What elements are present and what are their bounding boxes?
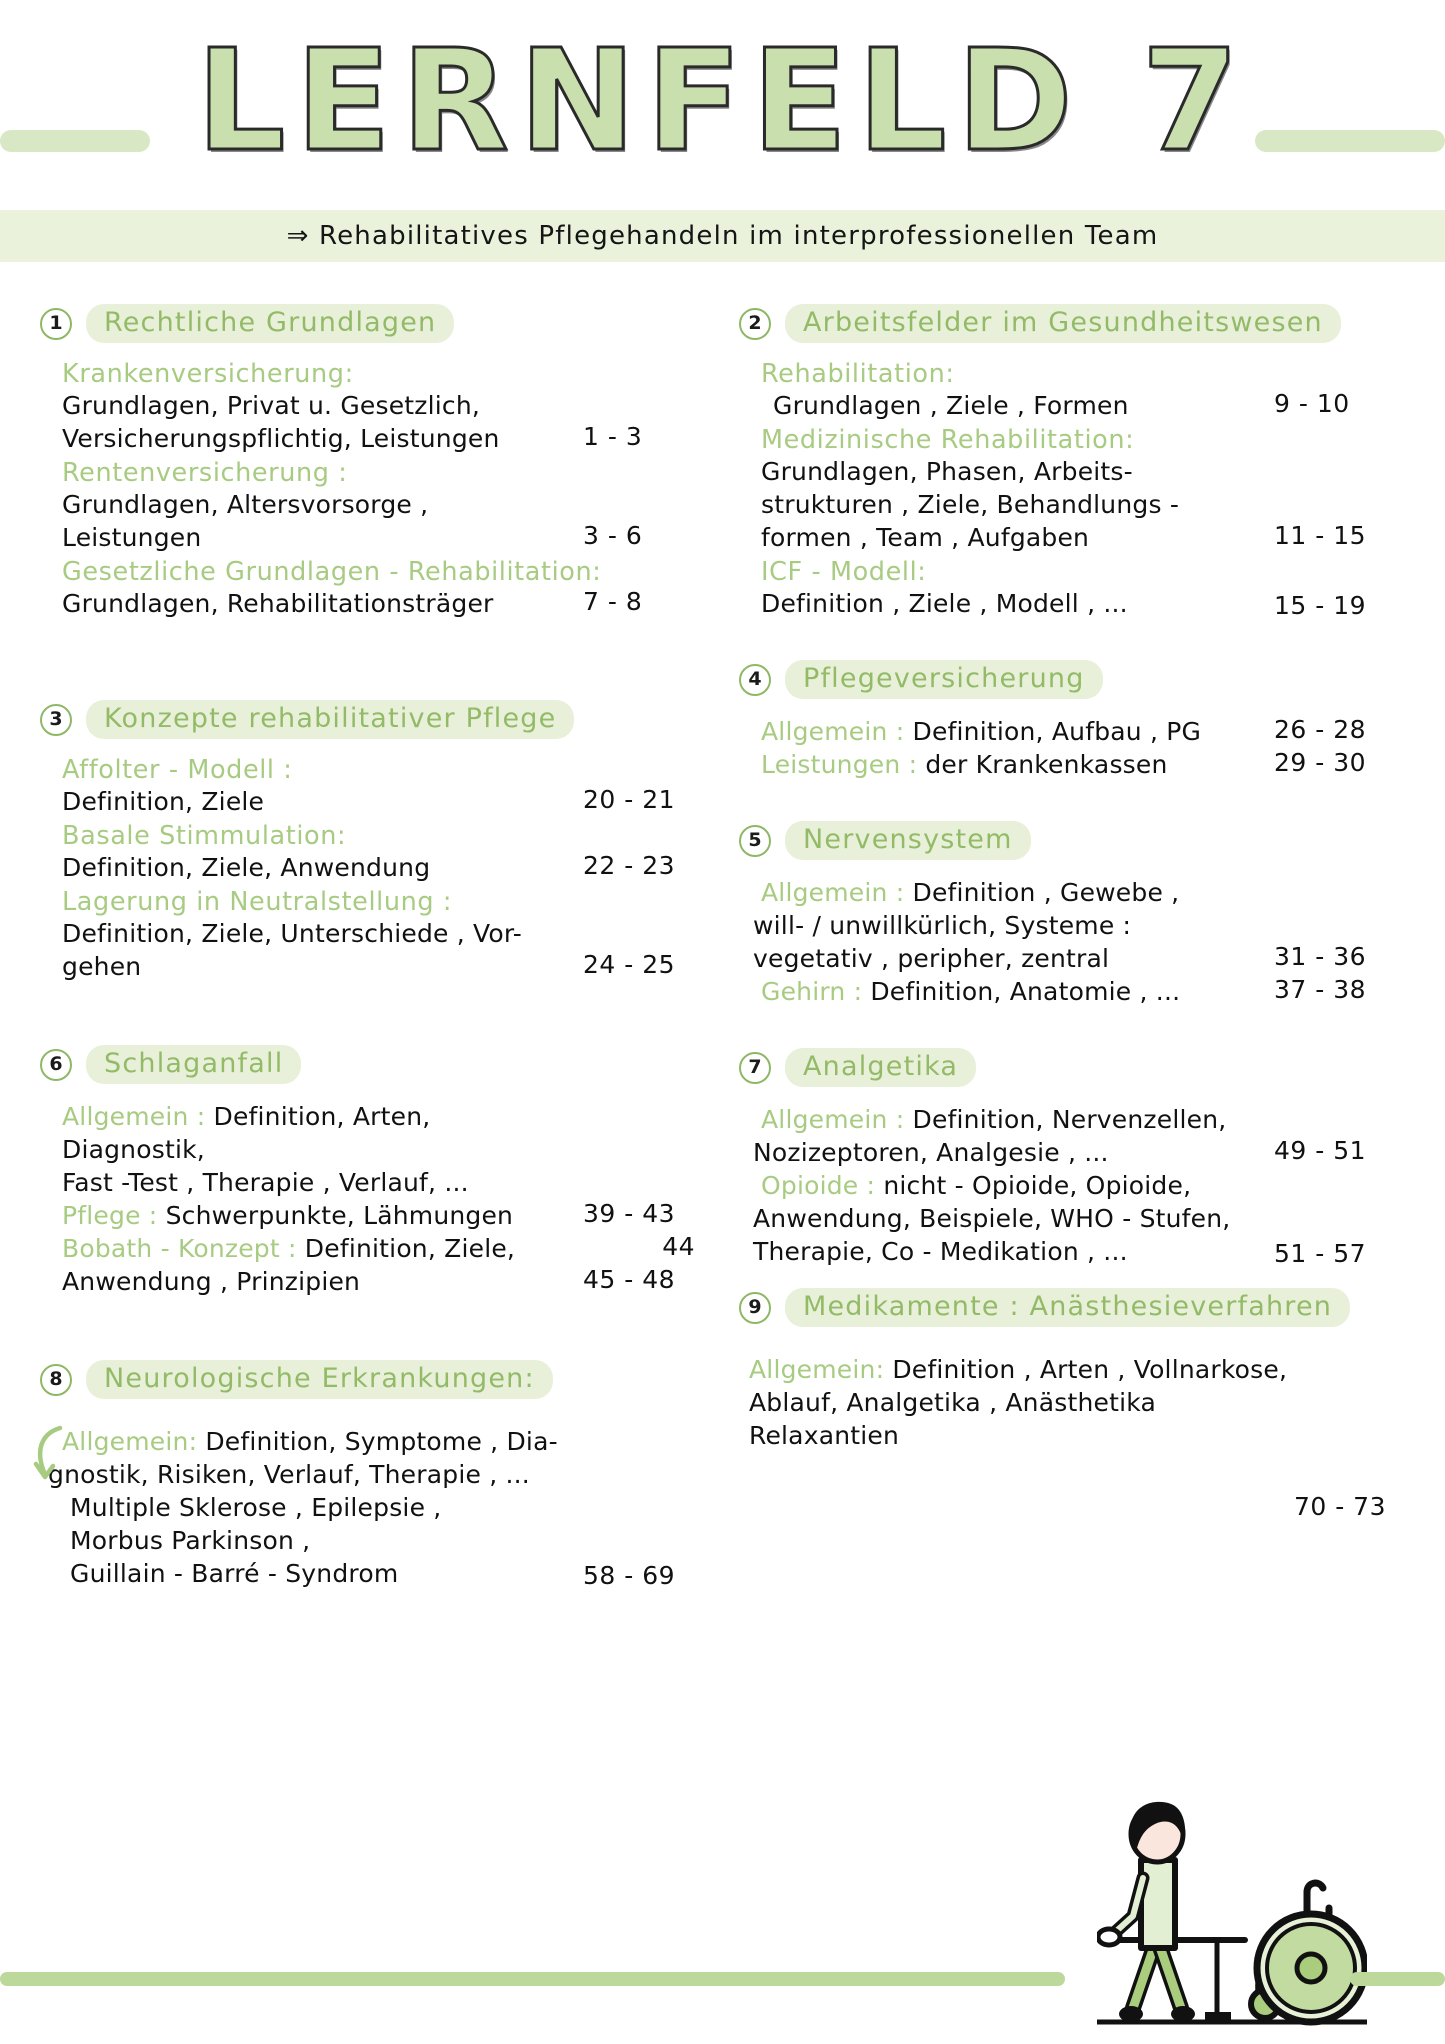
section-3-header[interactable] bbox=[40, 700, 695, 739]
spacer bbox=[739, 626, 1386, 660]
entry-text bbox=[62, 1100, 565, 1166]
entry-label: Allgemein : bbox=[761, 878, 905, 907]
section-5 bbox=[739, 821, 1386, 1008]
entry-value: Schwerpunkte, Lähmungen bbox=[165, 1201, 514, 1230]
entry-pages: 37 - 38 bbox=[1274, 975, 1367, 1004]
title-area bbox=[0, 0, 1445, 210]
entry-value: der Krankenkassen bbox=[925, 750, 1168, 779]
entry-label: Allgemein : bbox=[761, 1105, 905, 1134]
section-title: Nervensystem bbox=[785, 821, 1031, 860]
section-7-header[interactable] bbox=[739, 1048, 1386, 1087]
entry-pages: 31 - 36 bbox=[1274, 942, 1367, 971]
entry-pages: 24 - 25 bbox=[583, 950, 676, 979]
entry-pages: 39 - 43 bbox=[583, 1199, 676, 1228]
section-number: 1 bbox=[40, 308, 72, 340]
subheading: Rehabilitation: bbox=[761, 359, 955, 389]
entry-text: Definition, Ziele bbox=[62, 787, 265, 816]
entry-row bbox=[761, 748, 1386, 781]
entry-label: Gehirn : bbox=[761, 977, 863, 1006]
entry-text: Grundlagen, Phasen, Arbeits- bbox=[761, 457, 1133, 486]
entry-text: Grundlagen, Rehabilitationsträger bbox=[62, 589, 494, 618]
bottom-rule-left bbox=[0, 1972, 1065, 1986]
entry-text: Definition, Ziele, Unterschiede , Vor- bbox=[62, 919, 523, 948]
section-title: Rechtliche Grundlagen bbox=[86, 304, 454, 343]
subheading: Gesetzliche Grundlagen - Rehabilitation: bbox=[62, 557, 602, 587]
section-8 bbox=[40, 1360, 695, 1590]
bottom-rule-right bbox=[1350, 1972, 1445, 1986]
wheelchair bbox=[1251, 1883, 1365, 2022]
section-number: 7 bbox=[739, 1052, 771, 1084]
section-1 bbox=[40, 304, 695, 620]
entry-row bbox=[62, 1425, 695, 1458]
entry-text: Nozizeptoren, Analgesie , ... bbox=[753, 1138, 1109, 1167]
entry-text: Grundlagen, Privat u. Gesetzlich, bbox=[62, 391, 481, 420]
spacer bbox=[40, 989, 695, 1045]
entry-row bbox=[761, 488, 1386, 521]
entry-text: Leistungen bbox=[62, 523, 202, 552]
entry-row bbox=[70, 1524, 695, 1557]
entry-pages: 15 - 19 bbox=[1274, 591, 1367, 620]
entry-row bbox=[70, 1491, 695, 1524]
section-5-header[interactable] bbox=[739, 821, 1386, 860]
entry-text: gnostik, Risiken, Verlauf, Therapie , ... bbox=[48, 1460, 530, 1489]
section-1-header[interactable] bbox=[40, 304, 695, 343]
section-7-entries bbox=[739, 1103, 1386, 1268]
entry-text: Definition , Ziele , Modell , ... bbox=[761, 589, 1128, 618]
entry-text bbox=[761, 748, 1256, 781]
entry-text bbox=[761, 1103, 1256, 1136]
entry-text: formen , Team , Aufgaben bbox=[761, 523, 1090, 552]
spacer bbox=[739, 787, 1386, 821]
entry-row bbox=[62, 488, 695, 521]
entry-label: Allgemein: bbox=[62, 1427, 198, 1456]
entry-text: Anwendung , Prinzipien bbox=[62, 1267, 361, 1296]
entry-value: nicht - Opioide, Opioide, bbox=[883, 1171, 1192, 1200]
spacer bbox=[739, 1014, 1386, 1048]
entry-row bbox=[62, 1166, 695, 1199]
section-number: 5 bbox=[739, 825, 771, 857]
entry-row bbox=[761, 876, 1386, 909]
entry-pages: 1 - 3 bbox=[583, 422, 643, 451]
entry-row bbox=[62, 389, 695, 422]
subheading: ICF - Modell: bbox=[761, 557, 927, 587]
entry-pages: 49 - 51 bbox=[1274, 1136, 1367, 1165]
entry-label: Pflege : bbox=[62, 1201, 158, 1230]
entry-row bbox=[753, 1136, 1386, 1169]
section-4-entries bbox=[739, 715, 1386, 781]
section-9-header[interactable] bbox=[739, 1288, 1386, 1327]
entry-row bbox=[761, 389, 1386, 422]
entry-value: Definition, Arten, Diagnostik, bbox=[62, 1102, 431, 1164]
section-6-header[interactable] bbox=[40, 1045, 695, 1084]
entry-row bbox=[62, 1100, 695, 1166]
entry-row bbox=[62, 1232, 695, 1265]
section-8-entries bbox=[40, 1425, 695, 1590]
entry-label: Allgemein : bbox=[62, 1102, 206, 1131]
entry-row bbox=[753, 1202, 1386, 1235]
entry-pages: 70 - 73 bbox=[1293, 1492, 1386, 1521]
section-6-entries bbox=[40, 1100, 695, 1298]
entry-label: Allgemein: bbox=[749, 1355, 885, 1384]
entry-row bbox=[761, 587, 1386, 620]
entry-row bbox=[761, 1169, 1386, 1202]
entry-row bbox=[749, 1419, 1386, 1452]
subheading: Basale Stimmulation: bbox=[62, 821, 347, 851]
section-9-entries bbox=[739, 1353, 1386, 1521]
entry-row bbox=[62, 587, 695, 620]
entry-text: Fast -Test , Therapie , Verlauf, ... bbox=[62, 1168, 469, 1197]
entry-pages: 44 bbox=[662, 1232, 695, 1261]
entry-text: Morbus Parkinson , bbox=[70, 1526, 311, 1555]
entry-value: Definition , Gewebe , bbox=[912, 878, 1180, 907]
subheading: Medizinische Rehabilitation: bbox=[761, 425, 1135, 455]
spacer bbox=[40, 626, 695, 700]
entry-text: Guillain - Barré - Syndrom bbox=[70, 1559, 399, 1588]
section-number: 8 bbox=[40, 1364, 72, 1396]
entry-pages: 45 - 48 bbox=[583, 1265, 676, 1294]
entry-row bbox=[48, 1458, 695, 1491]
entry-label: Allgemein : bbox=[761, 717, 905, 746]
entry-row bbox=[62, 1265, 695, 1298]
entry-value: Definition, Symptome , Dia- bbox=[205, 1427, 558, 1456]
section-2-header[interactable] bbox=[739, 304, 1386, 343]
section-1-entries bbox=[40, 359, 695, 620]
entry-pages: 11 - 15 bbox=[1274, 521, 1367, 550]
section-4-header[interactable] bbox=[739, 660, 1386, 699]
entry-text: Grundlagen, Altersvorsorge , bbox=[62, 490, 429, 519]
entry-pages: 58 - 69 bbox=[583, 1561, 676, 1590]
entry-text: Versicherungspflichtig, Leistungen bbox=[62, 424, 500, 453]
entry-pages: 29 - 30 bbox=[1274, 748, 1367, 777]
entry-row bbox=[62, 851, 695, 884]
entry-pages: 26 - 28 bbox=[1274, 715, 1367, 744]
section-title: Pflegeversicherung bbox=[785, 660, 1103, 699]
subtitle-band bbox=[0, 210, 1445, 262]
entry-text bbox=[761, 1169, 1256, 1202]
entry-label: Opioide : bbox=[761, 1171, 876, 1200]
entry-text: Definition, Ziele, Anwendung bbox=[62, 853, 431, 882]
entry-pages: 51 - 57 bbox=[1274, 1239, 1367, 1268]
section-title: Neurologische Erkrankungen: bbox=[86, 1360, 553, 1399]
section-title: Arbeitsfelder im Gesundheitswesen bbox=[785, 304, 1341, 343]
content-columns bbox=[0, 262, 1445, 1596]
entry-pages: 7 - 8 bbox=[583, 587, 643, 616]
subheading: Krankenversicherung: bbox=[62, 359, 354, 389]
subtitle-text: ⇒ Rehabilitatives Pflegehandeln im interprofessionellen Team bbox=[286, 221, 1159, 251]
entry-text: Grundlagen , Ziele , Formen bbox=[773, 391, 1129, 420]
section-7 bbox=[739, 1048, 1386, 1268]
page-title: LERNFELD 7 bbox=[196, 20, 1249, 183]
section-6 bbox=[40, 1045, 695, 1298]
entry-text: strukturen , Ziele, Behandlungs - bbox=[761, 490, 1180, 519]
entry-row bbox=[62, 521, 695, 554]
entry-pages: 9 - 10 bbox=[1274, 389, 1350, 418]
entry-pages: 22 - 23 bbox=[583, 851, 676, 880]
entry-pages: 3 - 6 bbox=[583, 521, 643, 550]
entry-value: Definition, Aufbau , PG bbox=[912, 717, 1202, 746]
section-3 bbox=[40, 700, 695, 983]
entry-row bbox=[761, 521, 1386, 554]
spacer bbox=[40, 1304, 695, 1360]
entry-row bbox=[62, 422, 695, 455]
entry-text bbox=[761, 876, 1256, 909]
entry-row bbox=[753, 909, 1386, 942]
entry-row bbox=[749, 1386, 1386, 1419]
entry-text: Ablauf, Analgetika , Anästhetika bbox=[749, 1388, 1157, 1417]
entry-row bbox=[62, 950, 695, 983]
entry-pages: 20 - 21 bbox=[583, 785, 676, 814]
section-title: Medikamente : Anästhesieverfahren bbox=[785, 1288, 1350, 1327]
section-number: 2 bbox=[739, 308, 771, 340]
section-2 bbox=[739, 304, 1386, 620]
entry-value: Definition, Ziele, bbox=[304, 1234, 516, 1263]
section-number: 4 bbox=[739, 664, 771, 696]
entry-text: Anwendung, Beispiele, WHO - Stufen, bbox=[753, 1204, 1231, 1233]
entry-value: Definition , Arten , Vollnarkose, bbox=[892, 1355, 1288, 1384]
section-title: Analgetika bbox=[785, 1048, 976, 1087]
section-8-header[interactable] bbox=[40, 1360, 695, 1399]
entry-row bbox=[761, 1103, 1386, 1136]
entry-text bbox=[761, 715, 1256, 748]
section-9 bbox=[739, 1288, 1386, 1521]
entry-row bbox=[749, 1353, 1386, 1386]
entry-text: vegetativ , peripher, zentral bbox=[753, 944, 1110, 973]
rehabilitation-illustration bbox=[1097, 1796, 1367, 2036]
entry-text: Multiple Sklerose , Epilepsie , bbox=[70, 1493, 442, 1522]
section-3-entries bbox=[40, 755, 695, 983]
section-title: Konzepte rehabilitativer Pflege bbox=[86, 700, 574, 739]
entry-row bbox=[753, 942, 1386, 975]
entry-text: Therapie, Co - Medikation , ... bbox=[753, 1237, 1128, 1266]
subheading: Rentenversicherung : bbox=[62, 458, 348, 488]
entry-text: gehen bbox=[62, 952, 142, 981]
entry-value: Definition, Anatomie , ... bbox=[870, 977, 1181, 1006]
entry-row bbox=[753, 1235, 1386, 1268]
entry-text bbox=[62, 1199, 565, 1232]
entry-text bbox=[62, 1425, 565, 1458]
entry-row bbox=[62, 785, 695, 818]
entry-text bbox=[749, 1353, 1386, 1386]
entry-text: Relaxantien bbox=[749, 1421, 900, 1450]
entry-row bbox=[70, 1557, 695, 1590]
entry-label: Leistungen : bbox=[761, 750, 918, 779]
entry-text: will- / unwillkürlich, Systeme : bbox=[753, 911, 1132, 940]
section-number: 6 bbox=[40, 1049, 72, 1081]
section-4 bbox=[739, 660, 1386, 781]
entry-row bbox=[62, 917, 695, 950]
entry-value: Definition, Nervenzellen, bbox=[912, 1105, 1227, 1134]
curved-arrow-icon bbox=[30, 1424, 70, 1486]
section-number: 9 bbox=[739, 1292, 771, 1324]
section-title: Schlaganfall bbox=[86, 1045, 301, 1084]
entry-row bbox=[62, 1199, 695, 1232]
entry-row bbox=[749, 1492, 1386, 1521]
section-number: 3 bbox=[40, 704, 72, 736]
subheading: Affolter - Modell : bbox=[62, 755, 293, 785]
left-column bbox=[40, 304, 695, 1596]
entry-row bbox=[761, 975, 1386, 1008]
entry-text bbox=[62, 1232, 565, 1265]
right-column bbox=[731, 304, 1386, 1596]
entry-row bbox=[761, 715, 1386, 748]
entry-row bbox=[761, 455, 1386, 488]
spacer bbox=[739, 1274, 1386, 1288]
entry-label: Bobath - Konzept : bbox=[62, 1234, 297, 1263]
section-5-entries bbox=[739, 876, 1386, 1008]
section-2-entries bbox=[739, 359, 1386, 620]
entry-text bbox=[761, 975, 1256, 1008]
subheading: Lagerung in Neutralstellung : bbox=[62, 887, 453, 917]
